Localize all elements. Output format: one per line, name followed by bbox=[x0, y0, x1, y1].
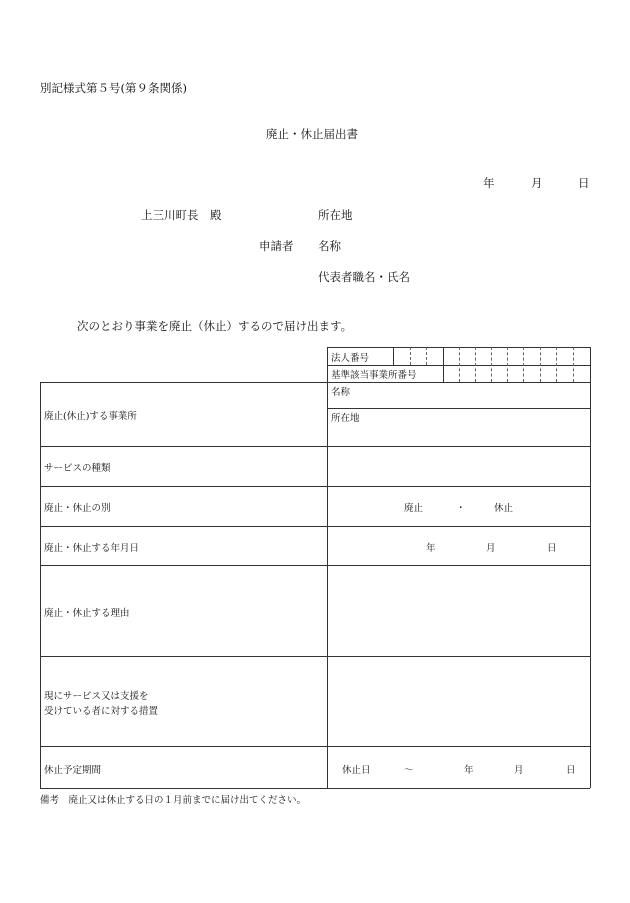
addressee-name: 上三川町長 bbox=[141, 208, 199, 222]
period-day: 日 bbox=[566, 765, 576, 776]
date-row-day: 日 bbox=[547, 543, 557, 554]
form-number: 別記様式第５号(第９条関係) bbox=[40, 81, 187, 95]
option-separator: ・ bbox=[456, 503, 466, 514]
date-year-label: 年 bbox=[483, 176, 495, 190]
date-month-label: 月 bbox=[531, 176, 543, 190]
applicant-name-label: 名称 bbox=[318, 239, 341, 253]
option-suspend[interactable]: 休止 bbox=[494, 503, 514, 514]
office-number-label: 基準該当事業所番号 bbox=[331, 370, 417, 381]
applicant-representative-label: 代表者職名・氏名 bbox=[318, 270, 410, 284]
office-name-label: 名称 bbox=[331, 387, 351, 398]
type-row-label: 廃止・休止の別 bbox=[44, 503, 111, 514]
period-tilde: ～ bbox=[404, 765, 414, 776]
period-month: 月 bbox=[514, 765, 524, 776]
applicant-role-label: 申請者 bbox=[259, 239, 294, 253]
body-text: 次のとおり事業を廃止（休止）するので届け出ます。 bbox=[77, 319, 353, 333]
period-start-label: 休止日 bbox=[342, 765, 371, 776]
date-row-month: 月 bbox=[486, 543, 496, 554]
period-year: 年 bbox=[464, 765, 474, 776]
measures-label-line2: 受けている者に対する措置 bbox=[44, 706, 159, 717]
option-abolish[interactable]: 廃止 bbox=[404, 503, 424, 514]
applicant-address-label: 所在地 bbox=[318, 208, 353, 222]
date-day-label: 日 bbox=[578, 176, 590, 190]
office-address-label: 所在地 bbox=[331, 413, 360, 424]
addressee-honorific: 殿 bbox=[210, 208, 222, 222]
measures-label-line1: 現にサービス又は支援を bbox=[44, 691, 149, 702]
date-row-label: 廃止・休止する年月日 bbox=[44, 543, 140, 554]
date-row-year: 年 bbox=[426, 543, 436, 554]
period-row-label: 休止予定期間 bbox=[44, 765, 102, 776]
corporate-number-label: 法人番号 bbox=[331, 353, 370, 364]
service-type-label: サービスの種類 bbox=[44, 463, 111, 474]
reason-label: 廃止・休止する理由 bbox=[44, 608, 130, 619]
page-title: 廃止・休止届出書 bbox=[266, 127, 358, 141]
footnote: 備考 廃止又は休止する日の１月前までに届け出てください。 bbox=[40, 795, 307, 806]
office-row-label: 廃止(休止)する事業所 bbox=[44, 411, 137, 422]
